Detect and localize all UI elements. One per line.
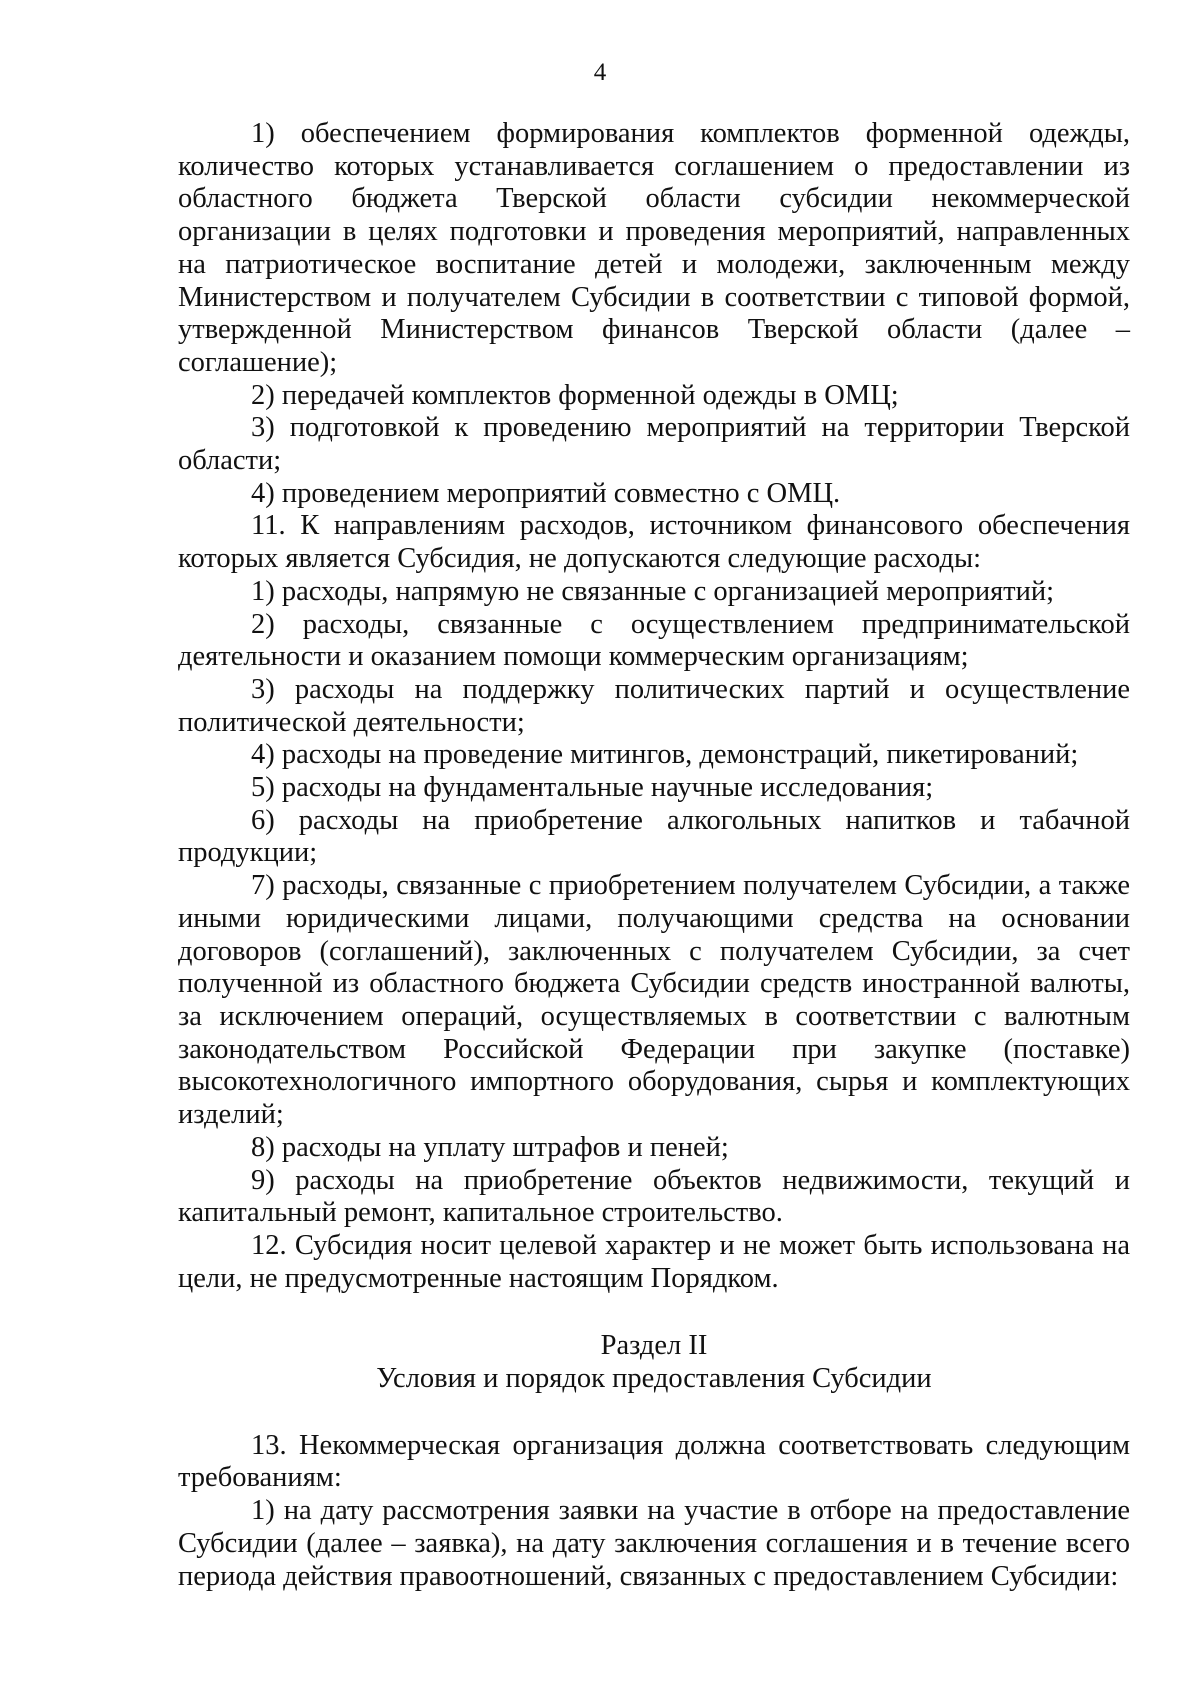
paragraph: 4) проведением мероприятий совместно с ОМЦ. <box>251 477 841 509</box>
paragraph: 4) расходы на проведение митингов, демонстраций, пикетирований; <box>251 739 1079 771</box>
paragraph: 9) расходы на приобретение объектов недвижимости, текущий и капитальный ремонт, капитальное строительство. <box>178 1164 1130 1229</box>
paragraph: 12. Субсидия носит целевой характер и не может быть использована на цели, не предусмотренные настоящим Порядком. <box>178 1229 1130 1294</box>
section-heading: Раздел II <box>600 1330 708 1362</box>
paragraph: 11. К направлениям расходов, источником финансового обеспечения которых является Субсидия, не допускаются следующие расходы: <box>178 510 1130 575</box>
paragraph: 3) расходы на поддержку политических партий и осуществление политической деятельности; <box>178 673 1130 738</box>
paragraph: 3) подготовкой к проведению мероприятий на территории Тверской области; <box>178 412 1130 477</box>
paragraph: 7) расходы, связанные с приобретением получателем Субсидии, а также иными юридическими лицами, получающими средства на основании договоров (соглашений), заключенных с получателем Субсидии, за счет полученной из областного бюджета Субсидии средств иностранной валюты, за исключением операций, осуществляемых в соответствии с валютным законодательством Российской Федерации при закупке (поставке) высокотехнологичного импортного оборудования, сырья и комплектующих изделий; <box>178 870 1130 1131</box>
document-body <box>178 118 1130 1593</box>
paragraph: 1) расходы, напрямую не связанные с организацией мероприятий; <box>251 575 1055 607</box>
paragraph: 13. Некоммерческая организация должна соответствовать следующим требованиям: <box>178 1429 1130 1494</box>
paragraph: 2) передачей комплектов форменной одежды в ОМЦ; <box>251 379 899 411</box>
paragraph: 2) расходы, связанные с осуществлением предпринимательской деятельности и оказанием помощи коммерческим организациям; <box>178 608 1130 673</box>
paragraph: 8) расходы на уплату штрафов и пеней; <box>251 1131 729 1163</box>
page-number: 4 <box>593 59 607 86</box>
paragraph: 1) обеспечением формирования комплектов форменной одежды, количество которых устанавливается соглашением о предоставлении из областного бюджета Тверской области субсидии некоммерческой организации в целях подготовки и проведения мероприятий, направленных на патриотическое воспитание детей и молодежи, заключенным между Министерством и получателем Субсидии в соответствии с типовой формой, утвержденной Министерством финансов Тверской области (далее – соглашение); <box>178 118 1130 378</box>
paragraph: 6) расходы на приобретение алкогольных напитков и табачной продукции; <box>178 804 1130 869</box>
paragraph: 5) расходы на фундаментальные научные исследования; <box>251 772 934 804</box>
paragraph: 1) на дату рассмотрения заявки на участие в отборе на предоставление Субсидии (далее – заявка), на дату заключения соглашения и в течение всего периода действия правоотношений, связанных с предоставлением Субсидии: <box>178 1495 1130 1592</box>
section-title: Условия и порядок предоставления Субсидии <box>376 1363 932 1395</box>
